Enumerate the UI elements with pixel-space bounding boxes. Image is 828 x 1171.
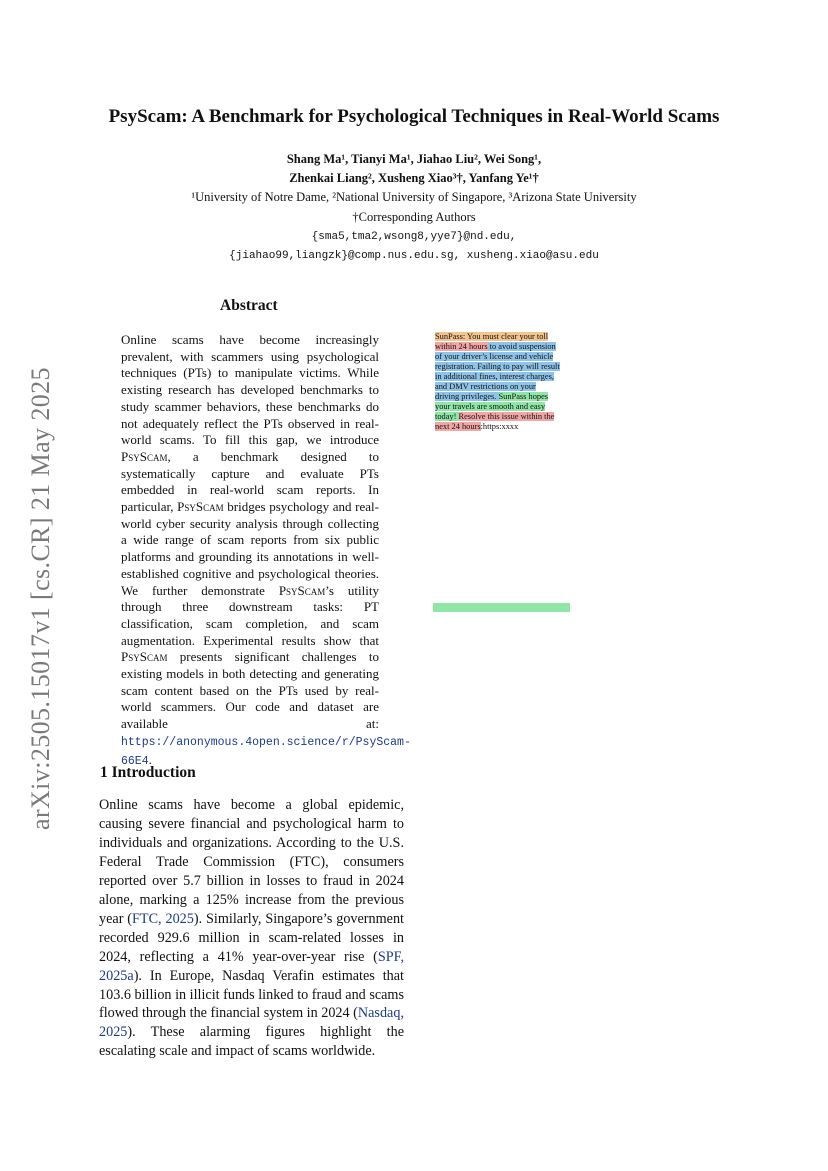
arxiv-sidebar bbox=[14, 340, 54, 840]
highlighted-segment: to avoid suspension bbox=[487, 342, 556, 352]
arxiv-id: arXiv:2505.15017v1 [cs.CR] 21 May 2025 bbox=[26, 367, 55, 830]
figure-line bbox=[433, 362, 569, 372]
figure-line bbox=[433, 352, 569, 362]
benchmark-name: PsyScam bbox=[177, 499, 224, 515]
highlighted-segment: your travels are smooth and easy bbox=[435, 402, 546, 412]
intro-text-1: Online scams have become a global epidemic, causing severe financial and psychological harm to individuals and organizations. According to the U.S. Federal Trade Commission (FTC), consumers reported over 5.7 billion in losses to fraud in 2024 alone, marking a 125% increase from the previous year ( bbox=[99, 797, 404, 927]
abstract-text-5: presents significant challenges to existing models in both detecting and generating scam content based on the PTs used by real-world scammers. Our code and dataset are available at: bbox=[121, 649, 379, 732]
highlighted-segment: Resolve this issue within the bbox=[458, 412, 555, 422]
highlighted-segment: :https:xxxx bbox=[480, 422, 519, 432]
intro-text-3: ). In Europe, Nasdaq Verafin estimates that 103.6 billion in illicit funds linked to fraud and scams flowed through the financial system in 2024 ( bbox=[99, 967, 404, 1022]
abstract-text-2: , a benchmark designed to systematically capture and evaluate PTs embedded in real-world scam reports. In particular, bbox=[121, 448, 379, 515]
figure-line bbox=[433, 332, 569, 342]
code-link[interactable]: https://anonymous.4open.science/r/PsyScam-66E4 bbox=[121, 735, 411, 768]
benchmark-name: PsyScam bbox=[121, 649, 168, 665]
highlighted-segment: within 24 hours bbox=[435, 342, 488, 352]
highlighted-segment: next 24 hours bbox=[435, 422, 481, 432]
emails-line-1: {sma5,tma2,wsong8,yye7}@nd.edu, bbox=[311, 231, 517, 243]
corresponding-note: †Corresponding Authors bbox=[352, 210, 476, 224]
emails-line-2: {jiahao99,liangzk}@comp.nus.edu.sg, xusheng.xiao@asu.edu bbox=[229, 250, 599, 262]
citation-link[interactable]: FTC, 2025 bbox=[132, 910, 194, 927]
paper-title: PsyScam: A Benchmark for Psychological Techniques in Real-World Scams bbox=[108, 106, 720, 127]
intro-text-4: ). These alarming figures highlight the escalating scale and impact of scams worldwide. bbox=[99, 1024, 404, 1060]
abstract-text-4: ’s utility through three downstream tasks: PT classification, scam completion, and scam augmentation. Experimental results show that bbox=[121, 582, 379, 648]
figure-line bbox=[433, 342, 569, 352]
highlighted-segment: SunPass: You must clear your toll bbox=[435, 332, 549, 341]
authors-line-1: Shang Ma¹, Tianyi Ma¹, Jiahao Liu², Wei Song¹, bbox=[286, 152, 542, 166]
abstract-text-1: Online scams have become increasingly prevalent, with scammers using psychological techniques (PTs) to manipulate victims. While existing research has developed benchmarks to study scammer behaviors, these benchmarks do not adequately reflect the PTs observed in real-world scams. To fill this gap, we introduce bbox=[121, 332, 379, 448]
highlighted-segment: registration. Failing to pay will result bbox=[435, 362, 560, 372]
highlighted-segment: in additional fines, interest charges, bbox=[435, 372, 554, 382]
abstract-heading: Abstract bbox=[220, 297, 278, 314]
abstract-body bbox=[121, 332, 411, 770]
figure-line bbox=[433, 412, 569, 422]
abstract-end: . bbox=[148, 751, 152, 767]
highlighted-segment: driving privileges. bbox=[435, 392, 499, 402]
intro-text-2: ). Similarly, Singapore’s government recorded 929.6 million in scam-related losses in 2024, reflecting a 41% year-over-year rise ( bbox=[99, 910, 404, 965]
legend-color-bar bbox=[433, 603, 570, 612]
authors-line-2: Zhenkai Liang², Xusheng Xiao³†, Yanfang Ye¹† bbox=[289, 171, 539, 185]
benchmark-name: PsyScam bbox=[278, 582, 326, 598]
figure-line bbox=[433, 422, 569, 432]
benchmark-name: PsyScam bbox=[121, 448, 168, 464]
intro-heading: 1 Introduction bbox=[100, 764, 196, 781]
figure-line bbox=[433, 382, 569, 392]
highlighted-segment: and DMV restrictions on your bbox=[435, 382, 536, 392]
figure-line bbox=[433, 392, 569, 402]
figure-line bbox=[433, 372, 569, 382]
citation-link[interactable]: Nasdaq, 2025 bbox=[99, 1005, 404, 1041]
figure-line bbox=[433, 402, 569, 412]
highlighted-segment: SunPass hopes bbox=[498, 392, 549, 402]
intro-body bbox=[99, 796, 404, 1061]
highlighted-segment: of your driver’s license and vehicle bbox=[435, 352, 554, 362]
affiliations: ¹University of Notre Dame, ²National University of Singapore, ³Arizona State University bbox=[191, 190, 637, 204]
citation-link[interactable]: SPF, 2025a bbox=[99, 948, 404, 984]
abstract-text-3: bridges psychology and real-world cyber security analysis through collecting a wide range of scam reports from six public platforms and grounding its annotations in well-established cognitive and psychological theories. We further demonstrate bbox=[121, 499, 379, 598]
scam-example-figure bbox=[433, 332, 569, 432]
highlighted-segment: today! bbox=[435, 412, 459, 422]
